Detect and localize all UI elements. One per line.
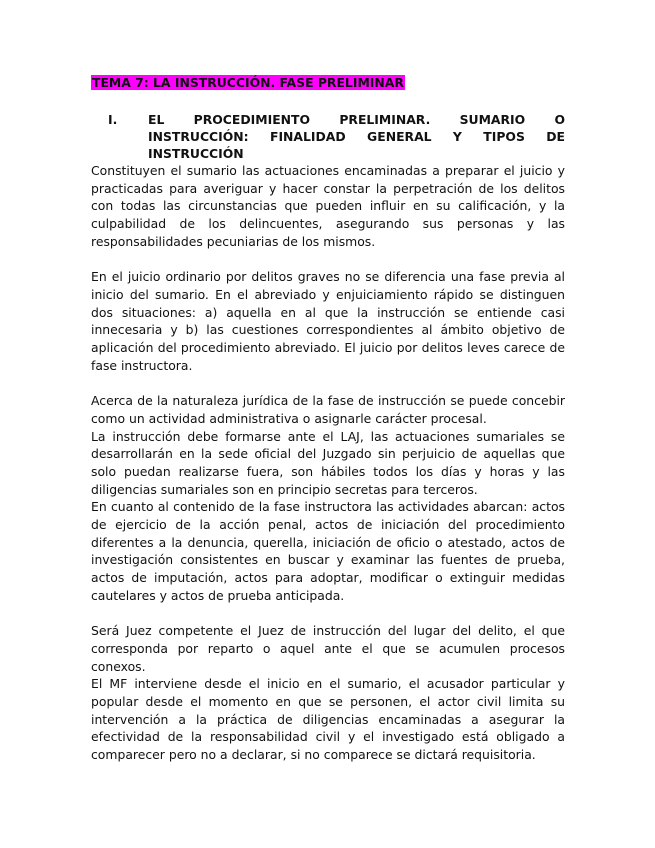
paragraph-spacer xyxy=(91,374,565,392)
paragraph: En cuanto al contenido de la fase instructora las actividades abarcan: actos de ejercicio de la acción penal, actos de iniciación del procedimiento diferentes a la denuncia, querella, iniciación de oficio o atestado, actos de investigación consistentes en buscar y examinar las fuentes de prueba, actos de imputación, actos para adoptar, modificar o extinguir medidas cautelares y actos de prueba anticipada. xyxy=(91,499,565,603)
paragraph: Será Juez competente el Juez de instrucción del lugar del delito, el que corresponda por reparto o aquel ante el que se acumulen procesos conexos. xyxy=(91,623,565,674)
document-title xyxy=(91,74,405,91)
paragraph: Acerca de la naturaleza jurídica de la fase de instrucción se puede concebir como un actividad administrativa o asignarle carácter procesal. xyxy=(91,393,565,426)
section-heading-text: EL PROCEDIMIENTO PRELIMINAR. SUMARIO O INSTRUCCIÓN: FINALIDAD GENERAL Y TIPOS DE INSTRUCCIÓN xyxy=(148,112,565,161)
document-body xyxy=(91,162,565,764)
paragraph: Constituyen el sumario las actuaciones encaminadas a preparar el juicio y practicadas para averiguar y hacer constar la perpetración de los delitos con todas las circunstancias que pueden influir en su calificación, y la culpabilidad de los delincuentes, asegurando sus personas y las responsabilidades pecuniarias de los mismos. xyxy=(91,163,565,249)
section-number: I. xyxy=(108,112,118,127)
paragraph: La instrucción debe formarse ante el LAJ, las actuaciones sumariales se desarrollarán en la sede oficial del Juzgado sin perjuicio de aquellas que solo puedan realizarse fuera, son hábiles todos los días y horas y las diligencias sumariales son en principio secretas para terceros. xyxy=(91,428,565,497)
title-highlight: TEMA 7: LA INSTRUCCIÓN. FASE PRELIMINAR xyxy=(92,75,404,90)
paragraph-spacer xyxy=(91,251,565,269)
section-heading xyxy=(108,111,565,162)
paragraph: El MF interviene desde el inicio en el sumario, el acusador particular y popular desde el momento en que se personen, el actor civil limita su intervención a la práctica de diligencias encaminadas a asegurar la efectividad de la responsabilidad civil y el investigado está obligado a comparecer pero no a declarar, si no comparece se dictará requisitoria. xyxy=(91,676,565,763)
paragraph: En el juicio ordinario por delitos graves no se diferencia una fase previa al inicio del sumario. En el abreviado y enjuiciamiento rápido se distinguen dos situaciones: a) aquella en al que la instrucción se entiende casi innecesaria y b) las cuestiones correspondientes al ámbito objetivo de aplicación del procedimiento abreviado. El juicio por delitos leves carece de fase instructora. xyxy=(91,269,565,373)
paragraph-spacer xyxy=(91,605,565,623)
